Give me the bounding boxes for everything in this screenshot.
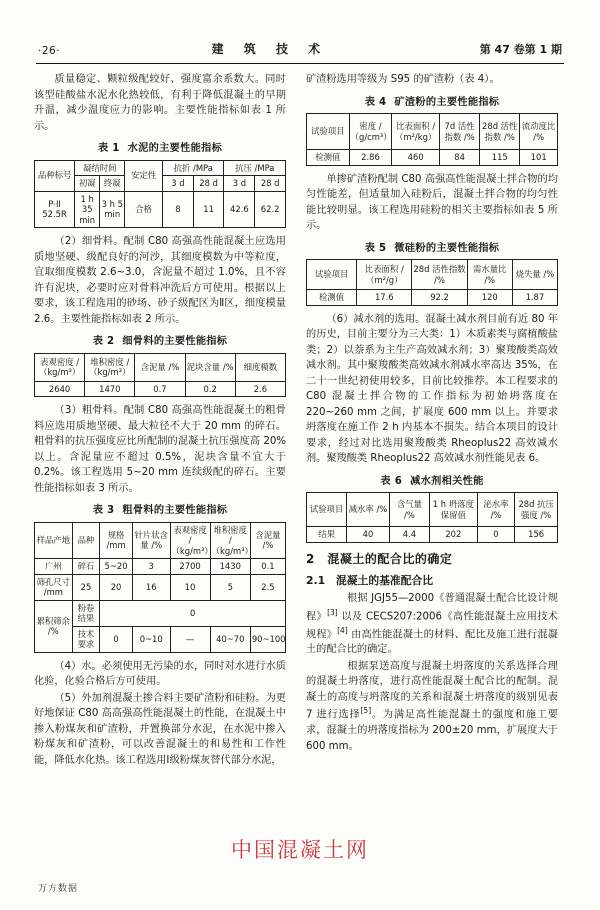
paragraph-slag-powder: 矿渣粉选用等级为 S95 的矿渣粉（表 4）。 [306, 74, 500, 85]
th-air-content: 含气量 /% [389, 493, 429, 527]
table-5-caption [306, 241, 558, 257]
th-activity-28d: 28d 活性指数 /% [412, 260, 467, 290]
table-4-title: 矿渣粉的主要性能指标 [394, 96, 500, 108]
cell-clod-content: 0.2 [185, 381, 235, 397]
table-6-block [306, 474, 558, 543]
table-5-block [306, 241, 558, 306]
cell-req-20: 0~10 [132, 626, 170, 652]
th-loss-on-ignition: 烧失量 /% [512, 260, 557, 290]
th-fluidity-ratio: 流动度比 /% [520, 114, 558, 150]
cell-apparent-density: 2700 [170, 559, 210, 575]
th-fineness-modulus: 细度模数 [235, 353, 285, 381]
table-4-caption [306, 95, 558, 111]
th-density: 密度 /（g/cm³） [349, 114, 392, 150]
page-number: ·26· [38, 45, 61, 57]
cell-test-item: 检测值 [307, 290, 357, 306]
paragraph-coarse-aggregate: （3）粗骨料。配制 C80 高强高性能混凝土的粗骨料应选用质地坚硬、最大粒径不大于 20 mm 的碎石。粗骨料的抗压强度应比所配制的混凝土抗压强度高 20% 以上。含泥量应不超过 0.5%，泥块含量不宜大于 0.2%。该工程选用 5~20 mm 连续级配的碎石。主要性能指标如表 3 所示。 [34, 405, 286, 494]
table-row [35, 160, 286, 176]
paragraph-silica-fume: 单掺矿渣粉配制 C80 高强高性能混凝土拌合物的均匀性能差，但适量加入硅粉后，混凝土拌合物的均匀性能比较明显。该工程选用硅粉的相关主要指标如表 5 所示。 [306, 173, 558, 231]
cell-bulk-density: 1430 [210, 559, 250, 575]
table-row [307, 493, 558, 527]
th-compressive: 抗压 /MPa [224, 160, 286, 176]
cell-slump-retention: 202 [429, 527, 477, 543]
th-spec: 规格 /mm [100, 522, 133, 559]
paragraph-mix-standard: 根据 JGJ55—2000《普通混凝土配合比设计规程》[3] 以及 CECS207:2006《高性能混凝土应用技术规程》[4] 由高性能混凝土的材料、配比及施工进行混凝土的配合比的确定。 [306, 593, 558, 656]
cell-water-reduction: 40 [347, 527, 390, 543]
th-technical-requirement: 技术要求 [72, 626, 100, 652]
th-test-item: 试验项目 [307, 260, 357, 290]
table-row [35, 522, 286, 559]
cell-req-10: 40~70 [210, 626, 250, 652]
th-cumulative-residue: 累积筛余 /% [35, 600, 73, 652]
paragraph-fine-aggregate: （2）细骨料。配制 C80 高强高性能混凝土应选用质地坚硬、级配良好的河沙，其细度模数为中等粒度，宜取细度模数 2.6~3.0，含泥量不超过 1.0%，且不容许有泥块，必要时应对骨料冲洗后方可使用。根据以上要求，该工程选用的砂场、砂子级配区为Ⅱ区，细度模量 2.6。主要性能指标如表 2 所示。 [34, 236, 286, 325]
table-4-number: 表 4 [364, 96, 387, 108]
table-silica-fume-properties [306, 259, 558, 306]
table-3-block [34, 503, 286, 653]
cell-water-demand: 120 [467, 290, 512, 306]
th-flex-3d: 3 d [162, 176, 193, 192]
cell-activity-28d: 115 [480, 150, 520, 166]
table-5-title: 微硅粉的主要性能指标 [394, 242, 500, 254]
table-fine-aggregate-properties [34, 353, 286, 398]
two-column-body [34, 72, 566, 872]
th-flex-28d: 28 d [193, 176, 224, 192]
table-row [35, 191, 286, 228]
cell-bleeding-rate: 0 [477, 527, 515, 543]
cell-flaky-content: 3 [132, 559, 170, 575]
table-6-title: 减水剂相关性能 [410, 475, 484, 487]
cell-compressive-28d: 156 [515, 527, 558, 543]
th-final-set: 终凝 [100, 176, 125, 192]
th-initial-set: 初凝 [75, 176, 100, 192]
cell-specific-surface: 17.6 [357, 290, 412, 306]
table-1-number: 表 1 [97, 143, 120, 154]
th-test-result: 粉卷结果 [72, 600, 100, 626]
th-specific-surface: 比表面积 /（m²/kg） [392, 114, 440, 150]
table-row [307, 290, 558, 306]
cell-sieve-2-5: 2.5 [250, 574, 285, 600]
table-row [35, 353, 286, 381]
th-test-item: 试验项目 [307, 114, 350, 150]
cell-bulk-density: 1470 [85, 381, 135, 397]
table-4-block [306, 95, 558, 166]
th-slump-retention: 1 h 坍落度保留值 [429, 493, 477, 527]
table-6-number: 表 6 [380, 475, 403, 487]
issue-label: 第 47 卷第 1 期 [479, 43, 562, 56]
cell-sieve-25: 25 [72, 574, 100, 600]
table-row [35, 559, 286, 575]
table-row [35, 381, 286, 397]
cell-variety: 碎石 [72, 559, 100, 575]
cell-final-set: 3 h 5 min [100, 191, 125, 228]
table-water-reducer-properties [306, 492, 558, 543]
cell-req-5: 90~100 [250, 626, 285, 652]
cell-test-item: 结果 [307, 527, 347, 543]
section-heading-2: 2 混凝土的配合比的确定 [306, 551, 453, 566]
th-mud-content: 含泥量 /% [135, 353, 185, 381]
footer-source: 万方数据 [38, 884, 79, 894]
paragraph-water: （4）水。必须使用无污染的水，同时对水进行水质化验，化验合格后方可使用。 [34, 660, 286, 687]
th-brand: 品种标号 [35, 160, 75, 191]
cell-test-item: 检测值 [307, 150, 350, 166]
page-header [34, 40, 566, 61]
cell-soundness: 合格 [125, 191, 163, 228]
cell-sample-origin: 广州 [35, 559, 73, 575]
table-row [307, 260, 558, 290]
right-column [306, 72, 558, 872]
cell-initial-set: 1 h 35 min [75, 191, 100, 228]
cell-mud-content: 0.7 [135, 381, 185, 397]
th-sieve-size: 筛孔尺寸 /mm [35, 574, 73, 600]
table-row [35, 626, 286, 652]
th-variety: 品种 [72, 522, 100, 559]
cell-result-values: 0 [100, 600, 286, 626]
cell-comp-3d: 42.6 [224, 191, 255, 228]
cell-sieve-5: 5 [210, 574, 250, 600]
th-sample-origin: 样品产地 [35, 522, 73, 559]
th-apparent-density: 表观密度 /（kg/m³） [170, 522, 210, 559]
journal-title: 建 筑 技 术 [211, 42, 329, 56]
table-cement-properties [34, 160, 286, 229]
th-flaky-content: 针片状含量 /% [132, 522, 170, 559]
cell-req-25: 0 [100, 626, 133, 652]
table-slag-powder-properties [306, 113, 558, 166]
th-mud-content: 含泥量 /% [250, 522, 285, 559]
paragraph-cement-intro: 质量稳定、颗粒级配较好、强度富余系数大。同时该型硅酸盐水泥水化热较低，有利于降低混凝土的早期升温，减少温度应力的影响。主要性能指标如表 1 所示。 [34, 74, 286, 132]
table-row [35, 574, 286, 600]
cell-req-16: — [170, 626, 210, 652]
cell-fineness-modulus: 2.6 [235, 381, 285, 397]
cell-density: 2.86 [349, 150, 392, 166]
paragraph-admixtures: （5）外加剂混凝土掺合料主要矿渣粉和硅粉。为更好地保证 C80 高高强高性能混凝土的性能，在混凝土中掺入粉煤灰和矿渣粉，并置换部分水泥，在水泥中掺入粉煤灰和矿渣粉，可以改善混凝土的和易性和工作性能，降低水化热。该工程选用Ⅰ级粉煤灰替代部分水泥， [34, 692, 286, 766]
th-comp-3d: 3 d [224, 176, 255, 192]
table-1-title: 水泥的主要性能指标 [127, 143, 223, 154]
table-2-block [34, 334, 286, 397]
table-2-caption [34, 334, 286, 350]
paragraph-water-reducer: （6）减水剂的选用。混凝土减水剂目前有近 80 年的历史，目前主要分为三大类：1）木质素类与腐植酸盐类；2）以萘系为主生产高效减水剂；3）聚羧酸类高效减水剂。其中聚羧酸类高效减水剂减水率高达 35%，在二十一世纪初使用较多，目前比较推荐。本工程要求的 C80 混凝土拌合物的工作指标为初始坍落度在 220~260 mm 之间，扩展度 600 mm 以上。并要求坍落度在施工作 2 h 内基本不损失。结合本项目的设计要求，经过对比选用聚羧酸类 Rheoplus22 高效减水剂。聚羧酸类 Rheoplus22 高效减水剂性能见表 6。 [306, 313, 558, 464]
cell-activity-7d: 84 [440, 150, 480, 166]
th-flexural: 抗折 /MPa [162, 160, 224, 176]
table-row [307, 527, 558, 543]
th-bleeding-rate: 泌水率 /% [477, 493, 515, 527]
cell-sieve-16: 16 [132, 574, 170, 600]
cell-specific-surface: 460 [392, 150, 440, 166]
th-water-reduction: 减水率 /% [347, 493, 390, 527]
th-water-demand: 需水量比 /% [467, 260, 512, 290]
table-coarse-aggregate-properties [34, 522, 286, 653]
table-1-block [34, 141, 286, 228]
th-clod-content: 泥块含量 /% [185, 353, 235, 381]
paragraph-slump-selection: 根据泵送高度与混凝土坍落度的关系选择合理的混凝土坍落度，进行高性能混凝土配合比的配制。混凝土的高度与坍落度的关系和混凝土坍落度的级别见表 7 进行选择[5]。为满足高性能混凝土的强度和施工要求，混凝土的坍落度指标为 200±20 mm，扩展度大于 600 mm。 [306, 660, 558, 752]
th-specific-surface: 比表面积 /（m²/g） [357, 260, 412, 290]
cell-apparent-density: 2640 [35, 381, 85, 397]
cell-fluidity-ratio: 101 [520, 150, 558, 166]
cell-sieve-20: 20 [100, 574, 133, 600]
table-3-number: 表 3 [92, 505, 115, 516]
table-1-caption [34, 141, 286, 157]
table-2-number: 表 2 [92, 336, 115, 347]
table-2-title: 细骨料的主要性能指标 [122, 336, 228, 347]
cell-comp-28d: 62.2 [255, 191, 286, 228]
table-6-caption [306, 474, 558, 490]
table-row [307, 114, 558, 150]
cell-loss-on-ignition: 1.87 [512, 290, 557, 306]
left-column [34, 72, 286, 872]
cell-flex-28d: 11 [193, 191, 224, 228]
table-3-title: 粗骨料的主要性能指标 [122, 505, 228, 516]
subsection-heading-2-1: 2.1 混凝土的基准配合比 [306, 573, 434, 587]
cell-brand: P·II 52.5R [35, 191, 75, 228]
cell-sieve-10: 10 [170, 574, 210, 600]
th-comp-28d: 28 d [255, 176, 286, 192]
th-bulk-density: 堆积密度 /（kg/m³） [210, 522, 250, 559]
watermark: 中国混凝土网 [231, 838, 369, 862]
header-divider [36, 63, 564, 64]
table-row [35, 600, 286, 626]
th-activity-28d: 28d 活性指数 /% [480, 114, 520, 150]
th-bulk-density: 堆积密度 /（kg/m³） [85, 353, 135, 381]
th-setting-time: 凝结时间 [75, 160, 125, 176]
cell-spec: 5~20 [100, 559, 133, 575]
th-apparent-density: 表观密度 /（kg/m³） [35, 353, 85, 381]
th-compressive-28d: 28d 抗压强度 /% [515, 493, 558, 527]
th-activity-7d: 7d 活性指数 /% [440, 114, 480, 150]
table-5-number: 表 5 [364, 242, 387, 254]
cell-air-content: 4.4 [389, 527, 429, 543]
cell-flex-3d: 8 [162, 191, 193, 228]
cell-mud-content: 0.1 [250, 559, 285, 575]
table-row [307, 150, 558, 166]
cell-activity-28d: 92.2 [412, 290, 467, 306]
th-soundness: 安定性 [125, 160, 163, 191]
table-3-caption [34, 503, 286, 519]
th-test-item: 试验项目 [307, 493, 347, 527]
